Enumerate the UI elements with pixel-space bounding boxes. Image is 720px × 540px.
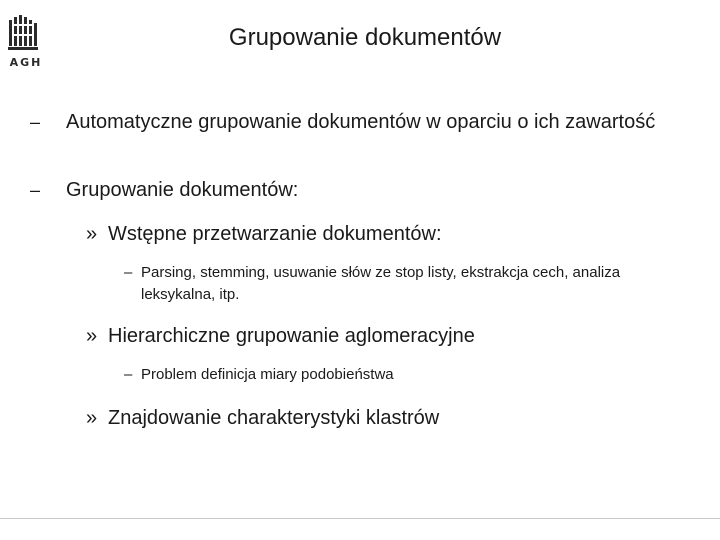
- footer-divider: [0, 518, 720, 519]
- bullet-text: Automatyczne grupowanie dokumentów w oparciu o ich zawartość: [66, 111, 656, 133]
- dash-marker: –: [30, 180, 41, 200]
- chevron-marker: »: [86, 223, 98, 245]
- dash-marker: –: [124, 366, 133, 383]
- bullet-text: Znajdowanie charakterystyki klastrów: [108, 407, 440, 429]
- slide-title: Grupowanie dokumentów: [228, 24, 502, 51]
- bullet-text: Hierarchiczne grupowanie aglomeracyjne: [108, 325, 475, 347]
- chevron-marker: »: [86, 325, 98, 347]
- chevron-marker: »: [86, 407, 98, 429]
- bullet-text: Parsing, stemming, usuwanie słów ze stop listy, ekstrakcja cech, analiza leksykalna, itp.: [141, 264, 621, 303]
- dash-marker: –: [124, 264, 133, 281]
- bullet-text: Problem definicja miary podobieństwa: [141, 366, 394, 383]
- agh-logo-text: AGH: [9, 56, 43, 69]
- dash-marker: –: [30, 112, 41, 132]
- bullet-text: Grupowanie dokumentów:: [66, 179, 299, 201]
- bullet-text: Wstępne przetwarzanie dokumentów:: [108, 223, 442, 245]
